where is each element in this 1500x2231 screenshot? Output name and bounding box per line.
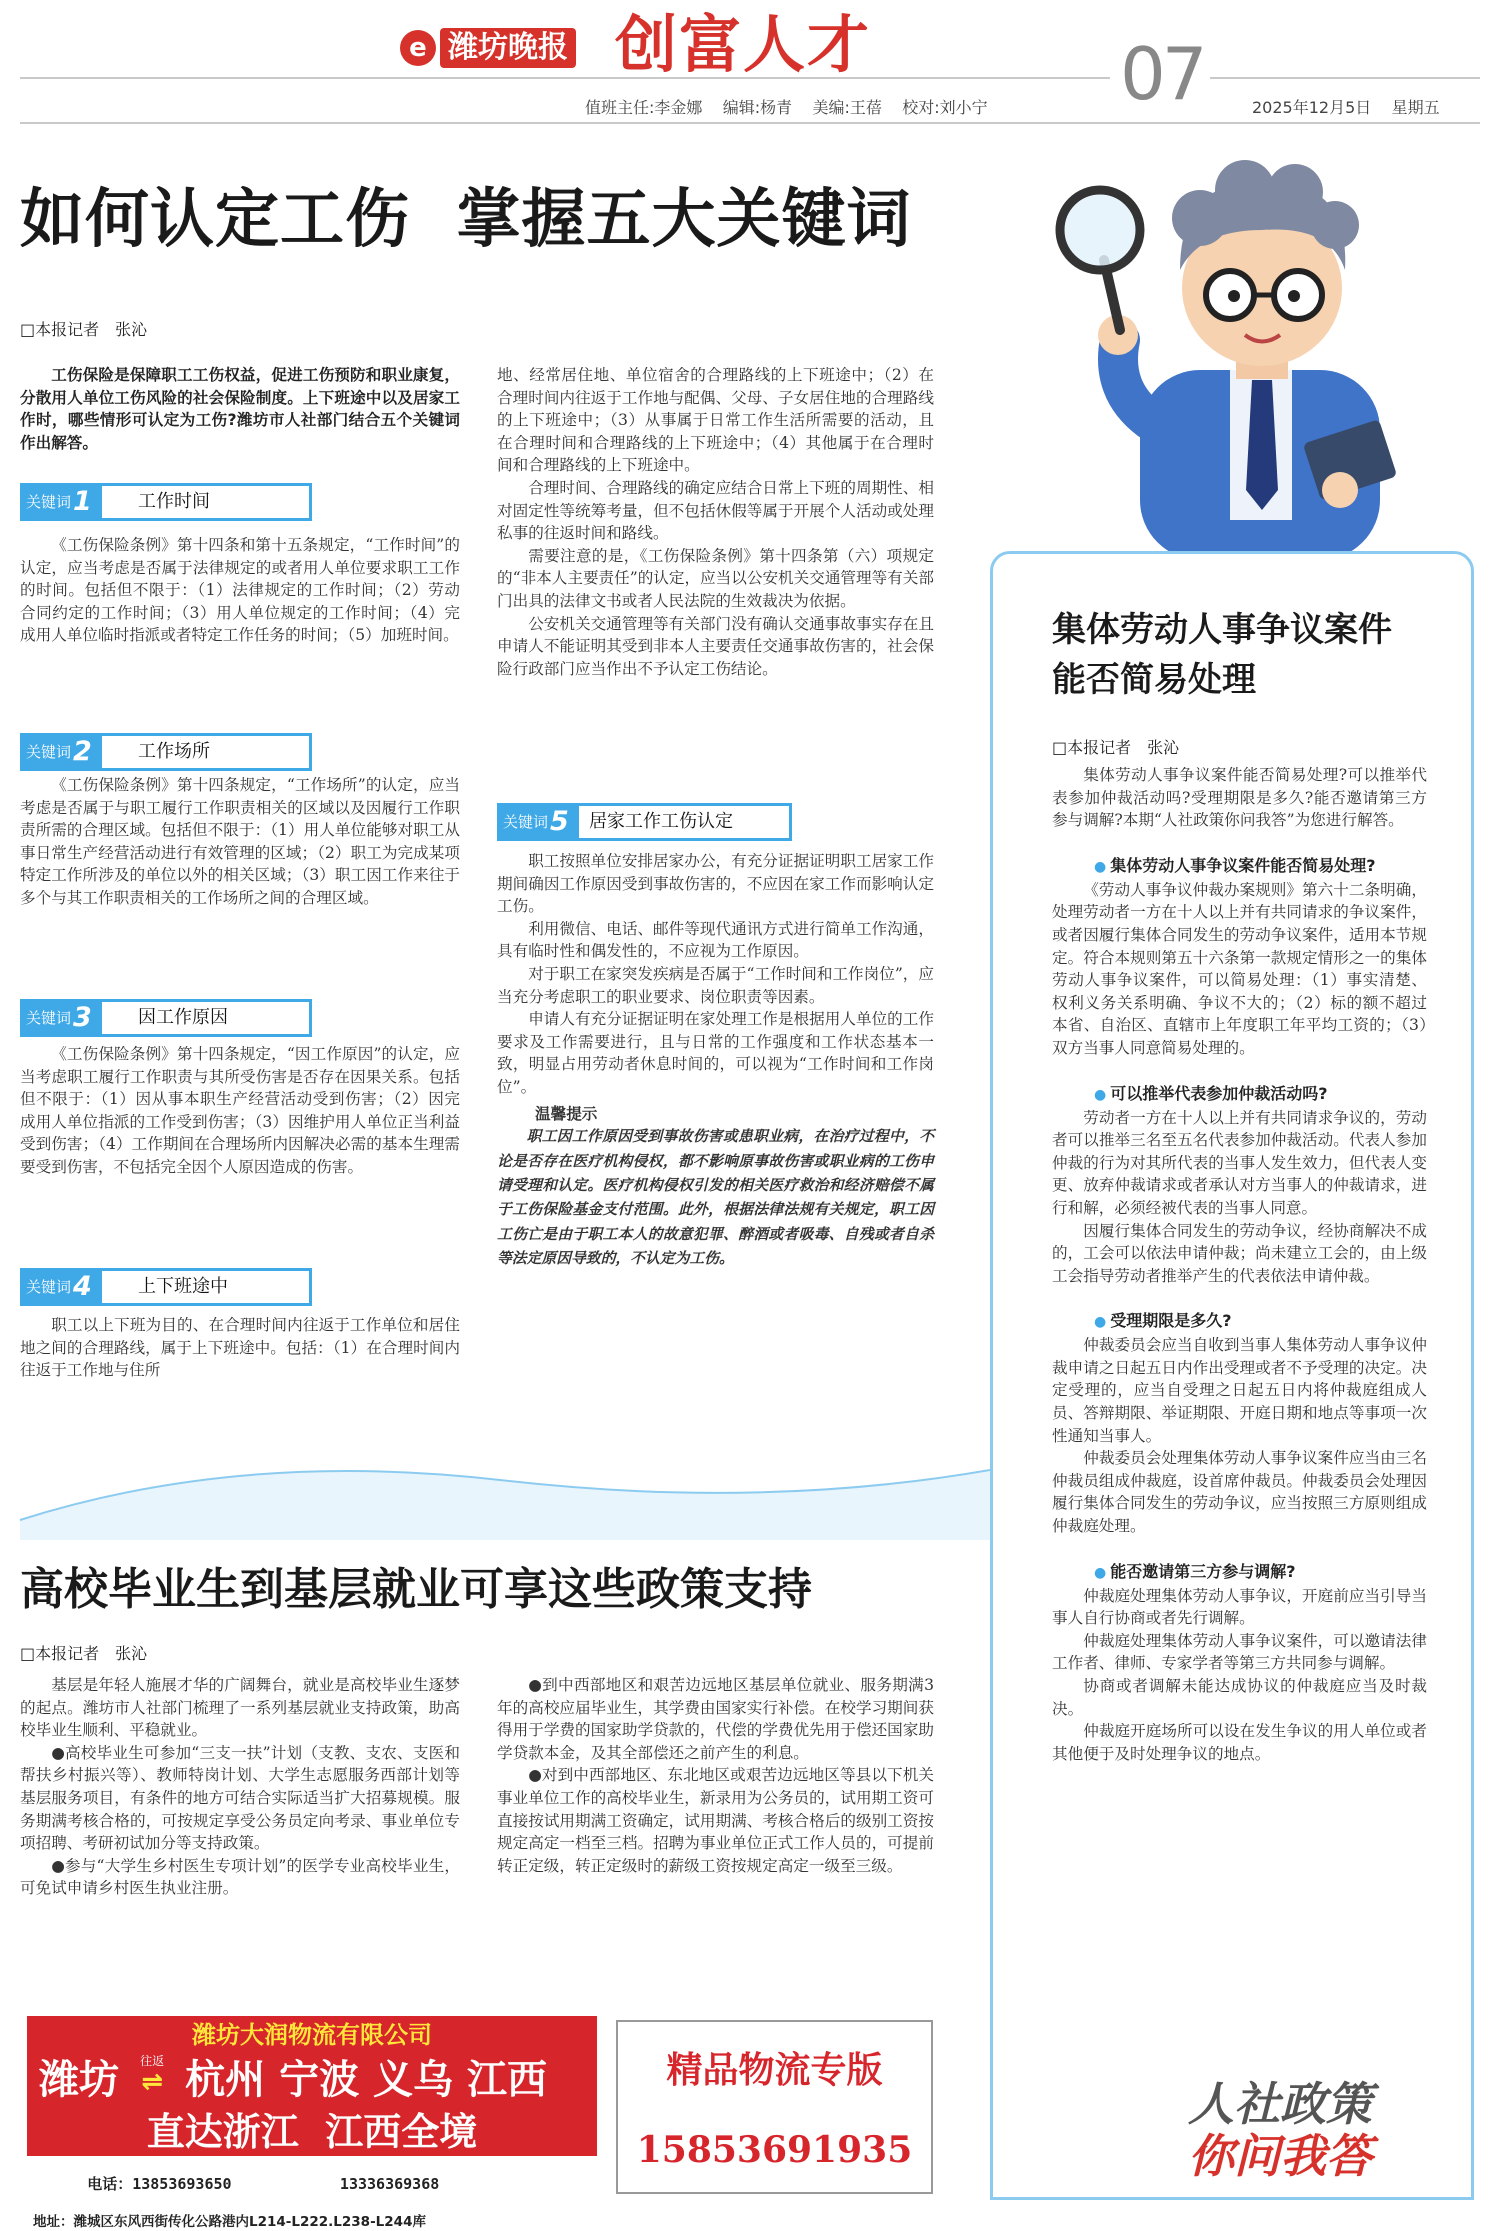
paragraph: ●参与“大学生乡村医生专项计划”的医学专业高校毕业生，可免试申请乡村医生执业注册。 [20, 1856, 460, 1898]
paragraph: 对于职工在家突发疾病是否属于“工作时间和工作岗位”，应当充分考虑职工的职业要求、岗位职责等因素。 [497, 964, 934, 1006]
cartoon-hand [1322, 472, 1358, 508]
keyword-3-text: 《工伤保险条例》第十四条规定，“因工作原因”的认定，应当考虑职工履行工作职责与其所受伤害是否存在因果关系。包括但不限于：（1）因从事本职生产经营活动受到伤害；（2）因完成用人单位指派的工作受到伤害；（3）因维护用人单位正当利益受到伤害；（4）工作期间在合理场所内因解决必需的基本生理需要受到伤害，不包括完全因个人原因造成的伤害。 [20, 1045, 460, 1176]
answer: 仲裁庭处理集体劳动人事争议案件，可以邀请法律工作者、律师、专家学者等第三方共同参与调解。 [1052, 1631, 1427, 1673]
question-heading: ● 可以推举代表参加仲裁活动吗? [1094, 1083, 1328, 1103]
article1-byline: □本报记者 张沁 [20, 320, 148, 339]
column-logo [1130, 2078, 1430, 2182]
answer: 仲裁委员会处理集体劳动人事争议案件应当由三名仲裁员组成仲裁庭，设首席仲裁员。仲裁委员会处理因履行集体合同发生的劳动争议，应当按照三方原则组成仲裁庭处理。 [1052, 1449, 1427, 1536]
answer: 《劳动人事争议仲裁办案规则》第六十二条明确，处理劳动者一方在十人以上并有共同请求的争议案件，或者因履行集体合同发生的劳动争议案件，适用本节规定。符合本规则第五十六条第一款规定情形之一的集体劳动人事争议案件，可以简易处理：（1）事实清楚、权利义务关系明确、争议不大的；（2）标的额不超过本省、自治区、直辖市上年度职工年平均工资的；（3）双方当事人同意简易处理的。 [1052, 880, 1427, 1057]
keyword-3-header [20, 999, 312, 1037]
keyword-4-text: 职工以上下班为目的、在合理时间内往返于工作单位和居住地之间的合理路线，属于上下班途中。包括：（1）在合理时间内往返于工作地与住所 [20, 1316, 460, 1380]
ad-routes [39, 2054, 589, 2106]
date: 2025年12月5日 [1252, 98, 1372, 117]
answer: 仲裁庭处理集体劳动人事争议，开庭前应当引导当事人自行协商或者先行调解。 [1052, 1586, 1427, 1628]
keyword-label: 因工作原因 [138, 1007, 228, 1028]
paper-name: 潍坊晚报 [440, 28, 576, 68]
masthead-right-rule [1210, 77, 1480, 79]
column-logo-line: 你问我答 [1188, 2129, 1372, 2183]
staff-credit: 美编:王蓓 [812, 98, 882, 117]
paragraph: ●对到中西部地区、东北地区或艰苦边远地区等县以下机关事业单位工作的高校毕业生，新录用为公务员的，试用期工资可直接按试用期满工资确定，试用期满、考核合格后的级别工资按规定高定一档至三档。招聘为事业单位正式工作人员的，可提前转正定级，转正定级时的薪级工资按规定高定一级至三级。 [497, 1766, 934, 1875]
keyword-label: 工作时间 [138, 491, 210, 512]
article2-body [1052, 764, 1427, 1765]
article2-title-line: 能否简易处理 [1052, 660, 1256, 700]
ad-logistics-classified [616, 2020, 933, 2194]
tip-text: 职工因工作原因受到事故伤害或患职业病，在治疗过程中，不论是否存在医疗机构侵权，都不影响原事故伤害或职业病的工伤申请受理和认定。医疗机构侵权引发的相关医疗救治和经济赔偿不属于工伤保险基金支付范围。此外，根据法律法规有关规定，职工因工伤亡是由于职工本人的故意犯罪、醉酒或者吸毒、自残或者自杀等法定原因导致的，不认定为工伤。 [497, 1128, 934, 1268]
paragraph: 职工按照单位安排居家办公，有充分证据证明职工居家工作期间确因工作原因受到事故伤害的，不应因在家工作而影响认定工伤。 [497, 852, 934, 916]
staff-credit: 校对:刘小宁 [902, 98, 988, 117]
tip-title: 温馨提示 [535, 1104, 598, 1123]
section-title: 创富人才 [615, 8, 872, 81]
answer: 劳动者一方在十人以上并有共同请求争议的，劳动者可以推举三名至五名代表参加仲裁活动。代表人参加仲裁的行为对其所代表的当事人发生效力，但代表人变更、放弃仲裁请求或者承认对方当事人的仲裁请求，进行和解，必须经被代表的当事人同意。 [1052, 1108, 1427, 1217]
keyword-tag: 关键词1 [20, 483, 102, 521]
article2-byline: □本报记者 张沁 [1052, 738, 1180, 757]
ad-phone: 13336369368 [339, 2175, 440, 2193]
keyword-1-header [20, 483, 312, 521]
paragraph: ●到中西部地区和艰苦边远地区基层单位就业、服务期满3年的高校应届毕业生，其学费由国家实行补偿。在校学习期间获得用于学费的国家助学贷款的，代偿的学费优先用于偿还国家助学贷款本金，及其全部偿还之前产生的利息。 [497, 1676, 934, 1762]
keyword-2-header [20, 733, 312, 771]
ad-logistics [27, 2016, 597, 2230]
ad-destinations: 杭州 宁波 义乌 江西 [185, 2057, 547, 2103]
article2-lead: 集体劳动人事争议案件能否简易处理?可以推举代表参加仲裁活动吗?受理期限是多久?能否邀请第三方参与调解?本期“人社政策你问我答”为您进行解答。 [1052, 766, 1427, 830]
paper-logo [400, 26, 610, 72]
answer: 仲裁庭开庭场所可以设在发生争议的用人单位或者其他便于及时处理争议的地点。 [1052, 1722, 1427, 1763]
article1-lead: 工伤保险是保障职工工伤权益，促进工伤预防和职业康复，分散用人单位工伤风险的社会保险制度。上下班途中以及居家工作时，哪些情形可认定为工伤?潍坊市人社部门结合五个关键词作出解答。 [20, 366, 460, 452]
masthead-top-rule [20, 77, 1110, 79]
cartoon-eye [1228, 290, 1240, 302]
paragraph: 申请人有充分证据证明在家处理工作是根据用人单位的工作要求及工作需要进行，且与日常的工作强度和工作状态基本一致，明显占用劳动者休息时间的，可以视为“工作时间和工作岗位”。 [497, 1010, 934, 1096]
article1-col1 [20, 364, 460, 454]
article3-byline: □本报记者 张沁 [20, 1644, 148, 1663]
ad-classified-title: 精品物流专版 [666, 2049, 883, 2091]
wave-divider [0, 1450, 990, 1540]
keyword-tag: 关键词2 [20, 733, 102, 771]
question-heading: ● 集体劳动人事争议案件能否简易处理? [1094, 855, 1376, 875]
ad-line2: 直达浙江 江西全境 [146, 2110, 478, 2154]
answer: 协商或者调解未能达成协议的仲裁庭应当及时裁决。 [1052, 1677, 1427, 1718]
cartoon-eye [1288, 290, 1300, 302]
article1-col2 [497, 364, 934, 680]
keyword-tag: 关键词4 [20, 1268, 102, 1306]
ad-phones: 电话：13853693650 13336369368 [87, 2175, 440, 2193]
masthead [0, 0, 1500, 125]
ad-origin: 潍坊 [39, 2057, 119, 2103]
keyword-label: 居家工作工伤认定 [589, 811, 733, 832]
keyword-4-header [20, 1268, 312, 1306]
keyword-2-text: 《工伤保险条例》第十四条规定，“工作场所”的认定，应当考虑是否属于与职工履行工作职责相关的区域以及因履行工作职责所需的合理区域。包括但不限于：（1）用人单位能够对职工从事日常生产经营活动进行有效管理的区域；（2）职工为完成某项特定工作所涉及的单位以外的相关区域；（3）职工因工作来往于多个与其工作职责相关的工作场所之间的合理区域。 [20, 776, 460, 907]
bullet-icon: ● [1094, 858, 1107, 875]
cartoon-hair-tuft [1215, 160, 1275, 220]
paragraph: 基层是年轻人施展才华的广阔舞台，就业是高校毕业生逐梦的起点。潍坊市人社部门梳理了一系列基层就业支持政策，助高校毕业生顺利、平稳就业。 [20, 1676, 460, 1740]
keyword-tag: 关键词5 [497, 803, 579, 841]
keyword-tag: 关键词3 [20, 999, 102, 1037]
question-heading: ● 能否邀请第三方参与调解? [1094, 1561, 1296, 1581]
article2-title-line: 集体劳动人事争议案件 [1052, 610, 1392, 650]
column-logo-line: 人社政策 [1188, 2077, 1372, 2131]
keyword-label: 上下班途中 [138, 1276, 228, 1297]
keyword-5-text [497, 850, 934, 1272]
paragraph: ●高校毕业生可参加“三支一扶”计划（支教、支农、支医和帮扶乡村振兴等）、教师特岗计划、大学生志愿服务西部计划等基层服务项目，有条件的地方可结合实际适当扩大招募规模。服务期满考核合格的，可按规定享受公务员定向考录、事业单位专项招聘、考研初试加分等支持政策。 [20, 1743, 460, 1853]
bullet-icon: ● [1094, 1086, 1107, 1103]
bullet-icon: ● [1094, 1564, 1107, 1581]
ad-classified-phone: 15853691935 [636, 2129, 913, 2171]
article2-title [1052, 605, 1462, 705]
paper-logo-mark-icon: e [400, 30, 436, 66]
paragraph: 需要注意的是，《工伤保险条例》第十四条第（六）项规定的“非本人主要责任”的认定，应当以公安机关交通管理等有关部门出具的法律文书或者人民法院的生效裁决为依据。 [497, 546, 934, 610]
staff-credit: 编辑:杨青 [722, 98, 793, 117]
issue-date [1252, 95, 1440, 118]
cartoon-hair-tuft [1311, 201, 1359, 249]
weekday: 星期五 [1391, 98, 1440, 117]
bullet-icon: ● [1094, 1314, 1107, 1331]
ad-company-name: 潍坊大润物流有限公司 [192, 2021, 432, 2049]
paragraph: 利用微信、电话、邮件等现代通讯方式进行简单工作沟通，具有临时性和偶发性的，不应视为工作原因。 [497, 919, 934, 961]
cartoon-illustration [1040, 130, 1490, 560]
article1-title: 如何认定工伤 掌握五大关键词 [20, 183, 912, 257]
staff-credit: 值班主任:李金娜 [585, 98, 703, 117]
keyword-label: 工作场所 [138, 741, 210, 762]
keyword-1-text: 《工伤保险条例》第十四条和第十五条规定，“工作时间”的认定，应当考虑是否属于法律规定的或者用人单位要求职工工作的时间。包括但不限于：（1）法律规定的工作时间；（2）劳动合同约定的工作时间；（3）用人单位规定的工作时间；（4）完成用人单位临时指派或者特定工作任务的时间；（5）加班时间。 [20, 536, 460, 645]
ad-address: 地址：潍城区东风西街传化公路港内L214-L222.L238-L244库 [33, 2214, 426, 2230]
page-number: 07 [1120, 32, 1204, 116]
question-heading: ● 受理期限是多久? [1094, 1311, 1232, 1331]
keyword-5-header [497, 803, 792, 841]
masthead-bottom-rule [20, 122, 1480, 124]
ad-contact [27, 2156, 597, 2230]
answer: 因履行集体合同发生的劳动争议，经协商解决不成的，工会可以依法申请仲裁；尚未建立工会的，由上级工会指导劳动者推举产生的代表依法申请仲裁。 [1052, 1221, 1427, 1285]
paragraph: 公安机关交通管理等有关部门没有确认交通事故事实存在且申请人不能证明其受到非本人主要责任交通事故伤害的，社会保险行政部门应当作出不予认定工伤结论。 [497, 614, 934, 678]
paragraph: 地、经常居住地、单位宿舍的合理路线的上下班途中；（2）在合理时间内往返于工作地与配偶、父母、子女居住地的合理路线的上下班途中；（3）从事属于日常工作生活所需要的活动，且在合理时间和合理路线的上下班途中；（4）其他属于在合理时间和合理路线的上下班途中。 [497, 366, 934, 475]
answer: 仲裁委员会应当自收到当事人集体劳动人事争议仲裁申请之日起五日内作出受理或者不予受理的决定。决定受理的，应当自受理之日起五日内将仲裁庭组成人员、答辩期限、举证期限、开庭日期和地点等事项一次性通知当事人。 [1052, 1336, 1427, 1445]
article3-col2 [497, 1674, 934, 1877]
article3-title: 高校毕业生到基层就业可享这些政策支持 [20, 1564, 812, 1615]
article3-col1 [20, 1674, 460, 1900]
ad-phone: 13853693650 [132, 2175, 232, 2193]
magnifier-icon [1060, 190, 1140, 270]
cartoon-hair-tuft [1267, 164, 1323, 220]
roundtrip-arrow-icon: 往返 ⇌ [140, 2054, 165, 2097]
paragraph: 合理时间、合理路线的确定应结合日常上下班的周期性、相对固定性等统筹考量，但不包括休假等属于开展个人活动或处理私事的往返时间和路线。 [497, 478, 934, 543]
staff-credits [585, 95, 988, 118]
